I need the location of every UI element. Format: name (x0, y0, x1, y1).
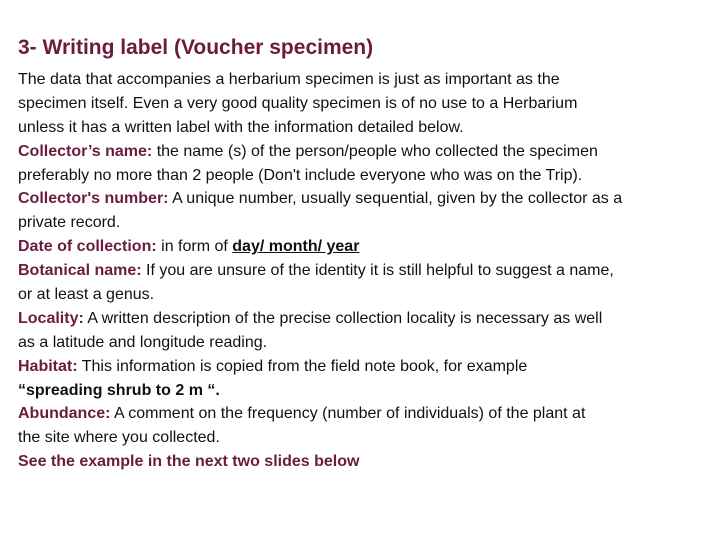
collector-name-line-1 (18, 140, 708, 164)
collector-name-text-1: the name (s) of the person/people who collected the specimen (152, 142, 598, 160)
intro-line-2: specimen itself. Even a very good quality specimen is of no use to a Herbarium (18, 94, 578, 112)
abundance-line-1 (18, 402, 708, 426)
abundance-line-2: the site where you collected. (18, 429, 220, 447)
collector-number-line-2: private record. (18, 214, 121, 232)
botanical-name-text-1: If you are unsure of the identity it is still helpful to suggest a name, (141, 262, 614, 280)
collector-number-line-1 (18, 187, 708, 211)
collector-number-text-1: A unique number, usually sequential, given by the collector as a (168, 190, 623, 208)
abundance-term: Abundance: (18, 405, 111, 423)
collector-name-term: Collector’s name: (18, 142, 153, 160)
collector-number-term: Collector's number: (18, 190, 169, 208)
footer-note: See the example in the next two slides below (18, 453, 360, 471)
locality-line-1 (18, 307, 708, 331)
date-of-collection-line (18, 235, 708, 259)
locality-term: Locality: (18, 309, 84, 327)
intro-line-1: The data that accompanies a herbarium specimen is just as important as the (18, 71, 560, 88)
botanical-name-line-1 (18, 259, 708, 283)
botanical-name-term: Botanical name: (18, 262, 142, 280)
slide-title: 3- Writing label (Voucher specimen) (18, 36, 374, 59)
botanical-name-line-2: or at least a genus. (18, 286, 155, 304)
locality-text-1: A written description of the precise collection locality is necessary as well (83, 309, 603, 327)
locality-line-2: as a latitude and longitude reading. (18, 333, 268, 351)
date-format: day/ month/ year (232, 238, 360, 256)
habitat-line-1 (18, 355, 708, 379)
abundance-text-1: A comment on the frequency (number of individuals) of the plant at (110, 405, 586, 423)
habitat-text-1: This information is copied from the field note book, for example (77, 357, 528, 375)
date-of-collection-term: Date of collection: (18, 238, 157, 256)
slide-body (18, 68, 708, 474)
habitat-term: Habitat: (18, 357, 78, 375)
collector-name-line-2: preferably no more than 2 people (Don't include everyone who was on the Trip). (18, 166, 583, 184)
habitat-example: “spreading shrub to 2 m “. (18, 381, 220, 399)
date-of-collection-text: in form of (156, 238, 233, 256)
intro-line-3: unless it has a written label with the information detailed below. (18, 118, 464, 136)
